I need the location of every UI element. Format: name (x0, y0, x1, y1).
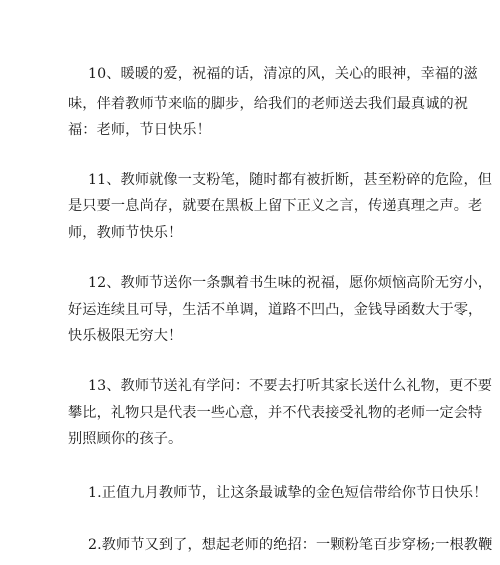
paragraph-line: 10、暖暖的爱，祝福的话，清凉的风，关心的眼神，幸福的滋 (88, 66, 478, 82)
paragraph-line: 好运连续且可导，生活不单调，道路不凹凸，金钱导函数大于零， (68, 302, 483, 318)
paragraph-line: 2.教师节又到了，想起老师的绝招：一颗粉笔百步穿杨;一根教鞭 (88, 537, 493, 553)
paragraph-line: 福：老师，节日快乐！ (68, 122, 211, 138)
paragraph-line: 1.正值九月教师节，让这条最诚挚的金色短信带给你节日快乐！ (88, 485, 488, 501)
paragraph-line: 12、教师节送你一条飘着书生味的祝福，愿你烦恼高阶无穷小， (88, 275, 493, 291)
paragraph-line: 是只要一息尚存，就要在黑板上留下正义之言，传递真理之声。老 (68, 198, 483, 214)
paragraph-line: 13、教师节送礼有学问：不要去打听其家长送什么礼物，更不要 (88, 378, 493, 394)
paragraph-line: 攀比，礼物只是代表一些心意，并不代表接受礼物的老师一定会特 (68, 405, 483, 421)
paragraph-line: 师，教师节快乐！ (68, 225, 183, 241)
paragraph-line: 11、教师就像一支粉笔，随时都有被折断，甚至粉碎的危险，但 (88, 172, 493, 188)
paragraph-line: 快乐极限无穷大！ (68, 328, 183, 344)
paragraph-line: 别照顾你的孩子。 (68, 431, 183, 447)
paragraph-line: 味，伴着教师节来临的脚步，给我们的老师送去我们最真诚的祝 (68, 96, 469, 112)
